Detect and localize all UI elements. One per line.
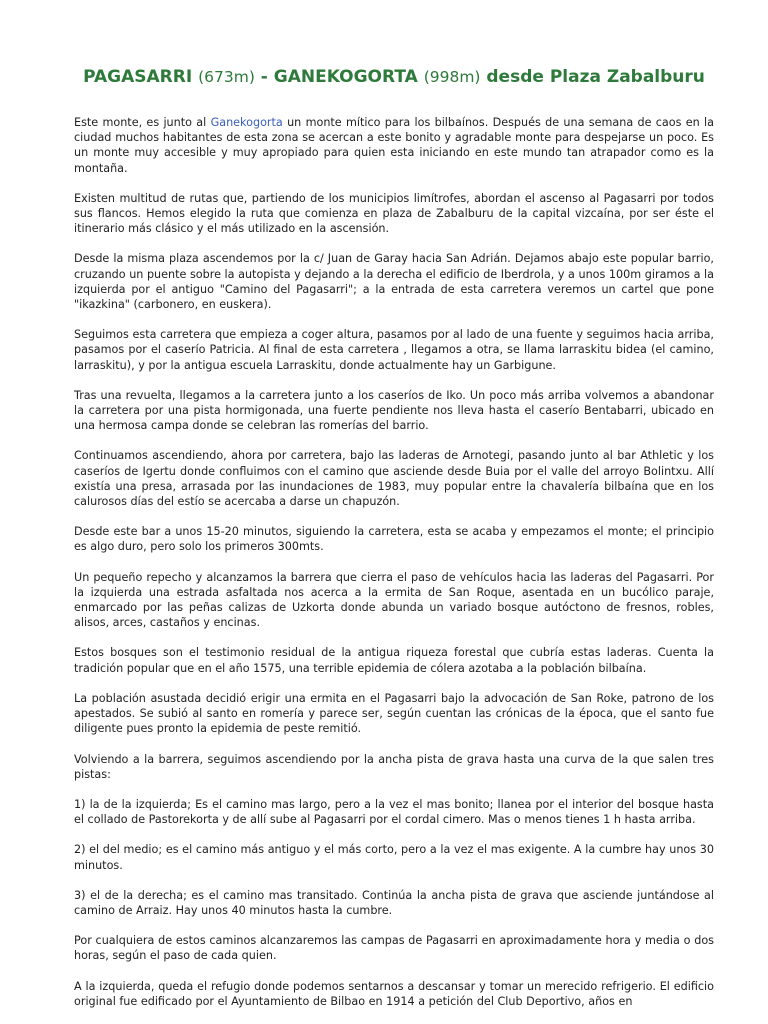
page-title <box>70 66 718 88</box>
title-alt2: (998m) <box>423 68 481 87</box>
title-alt1: (673m) <box>198 68 255 87</box>
paragraph: Seguimos esta carretera que empieza a coger altura, pasamos por al lado de una fuente y seguimos hacia arriba, pasamos por el caserío Patricia. Al final de esta carretera , llegamos a otra, se llama larraskitu bidea (el camino, larraskitu), y por la antigua escuela Larraskitu, donde actualmente hay un Garbigune. <box>74 328 714 372</box>
paragraph: Existen multitud de rutas que, partiendo de los municipios limítrofes, abordan el ascenso al Pagasarri por todos sus flancos. Hemos elegido la ruta que comienza en plaza de Zabalburu de la capital vizcaína, por ser éste el itinerario más clásico y el más utilizado en la ascensión. <box>74 191 714 236</box>
intro-text-before: Este monte, es junto al <box>74 116 211 129</box>
paragraph: Volviendo a la barrera, seguimos ascendiendo por la ancha pista de grava hasta una curva de la que salen tres pistas: <box>74 752 714 781</box>
paragraph: Desde este bar a unos 15-20 minutos, siguiendo la carretera, esta se acaba y empezamos el monte; el principio es algo duro, pero solo los primeros 300mts. <box>74 525 714 554</box>
title-part1: PAGASARRI <box>83 67 193 88</box>
title-part3: desde Plaza Zabalburu <box>486 67 705 88</box>
paragraph: Continuamos ascendiendo, ahora por carretera, bajo las laderas de Arnotegi, pasando junto al bar Athletic y los caseríos de Igertu donde confluimos con el camino que asciende desde Buia por el valle del arroyo Bolintxu. Allí existía una presa, arrasada por las inundaciones de 1983, muy popular entre la chavalería bilbaína que en los calurosos días del estío se acercaba a darse un chapuzón. <box>74 449 714 509</box>
paragraph: La población asustada decidió erigir una ermita en el Pagasarri bajo la advocación de San Roke, patrono de los apestados. Se subió al santo en romería y parece ser, según cuentan las crónicas de la época, que el santo fue diligente pues pronto la epidemia de peste remitió. <box>74 691 714 736</box>
ganekogorta-link[interactable]: Ganekogorta <box>210 116 283 129</box>
intro-paragraph <box>74 115 714 176</box>
paragraph: 3) el de la derecha; es el camino mas transitado. Continúa la ancha pista de grava que asciende juntándose al camino de Arraiz. Hay unos 40 minutos hasta la cumbre. <box>74 888 714 917</box>
intro-text-after: un monte mítico para los bilbaínos. Después de una semana de caos en la ciudad muchos habitantes de esta zona se acercan a este bonito y agradable monte para despejarse un poco. Es un monte muy accesible y muy apropiado para quien esta iniciando en este mundo tan atrapador como es la montaña. <box>74 116 714 175</box>
paragraph: Un pequeño repecho y alcanzamos la barrera que cierra el paso de vehículos hacia las laderas del Pagasarri. Por la izquierda una estrada asfaltada nos acerca a la ermita de San Roque, asentada en un bucólico paraje, enmarcado por las peñas calizas de Uzkorta donde abunda un variado bosque autóctono de fresnos, robles, alisos, arces, castaños y encinas. <box>74 570 714 630</box>
paragraph: 2) el del medio; es el camino más antiguo y el más corto, pero a la vez el mas exigente. A la cumbre hay unos 30 minutos. <box>74 843 714 872</box>
paragraph: Desde la misma plaza ascendemos por la c/ Juan de Garay hacia San Adrián. Dejamos abajo este popular barrio, cruzando un puente sobre la autopista y dejando a la derecha el edificio de Iberdrola, y a unos 100m giramos a la izquierda por el antiguo "Camino del Pagasarri"; a la entrada de esta carretera veremos un cartel que pone "ikazkina" (carbonero, en euskera). <box>74 252 714 312</box>
paragraph: 1) la de la izquierda; Es el camino mas largo, pero a la vez el mas bonito; llanea por el interior del bosque hasta el collado de Pastorekorta y de allí sube al Pagasarri por el cordal cimero. Mas o menos tienes 1 h hasta arriba. <box>74 797 714 827</box>
paragraph: Por cualquiera de estos caminos alcanzaremos las campas de Pagasarri en aproximadamente hora y media o dos horas, según el paso de cada quien. <box>74 934 714 963</box>
title-sep: - <box>260 67 268 88</box>
paragraph: A la izquierda, queda el refugio donde podemos sentarnos a descansar y tomar un merecido refrigerio. El edificio original fue edificado por el Ayuntamiento de Bilbao en 1914 a petición del Club Deportivo, años en <box>74 979 714 1008</box>
title-part2: GANEKOGORTA <box>273 67 418 88</box>
paragraph: Tras una revuelta, llegamos a la carretera junto a los caseríos de Iko. Un poco más arriba volvemos a abandonar la carretera por una pista hormigonada, una fuerte pendiente nos lleva hasta el caserío Bentabarri, ubicado en una hermosa campa donde se celebran las romerías del barrio. <box>74 388 714 433</box>
article-body <box>74 115 714 1024</box>
paragraph: Estos bosques son el testimonio residual de la antigua riqueza forestal que cubría estas laderas. Cuenta la tradición popular que en el año 1575, una terrible epidemia de cólera azotaba a la población bilbaína. <box>74 646 714 675</box>
